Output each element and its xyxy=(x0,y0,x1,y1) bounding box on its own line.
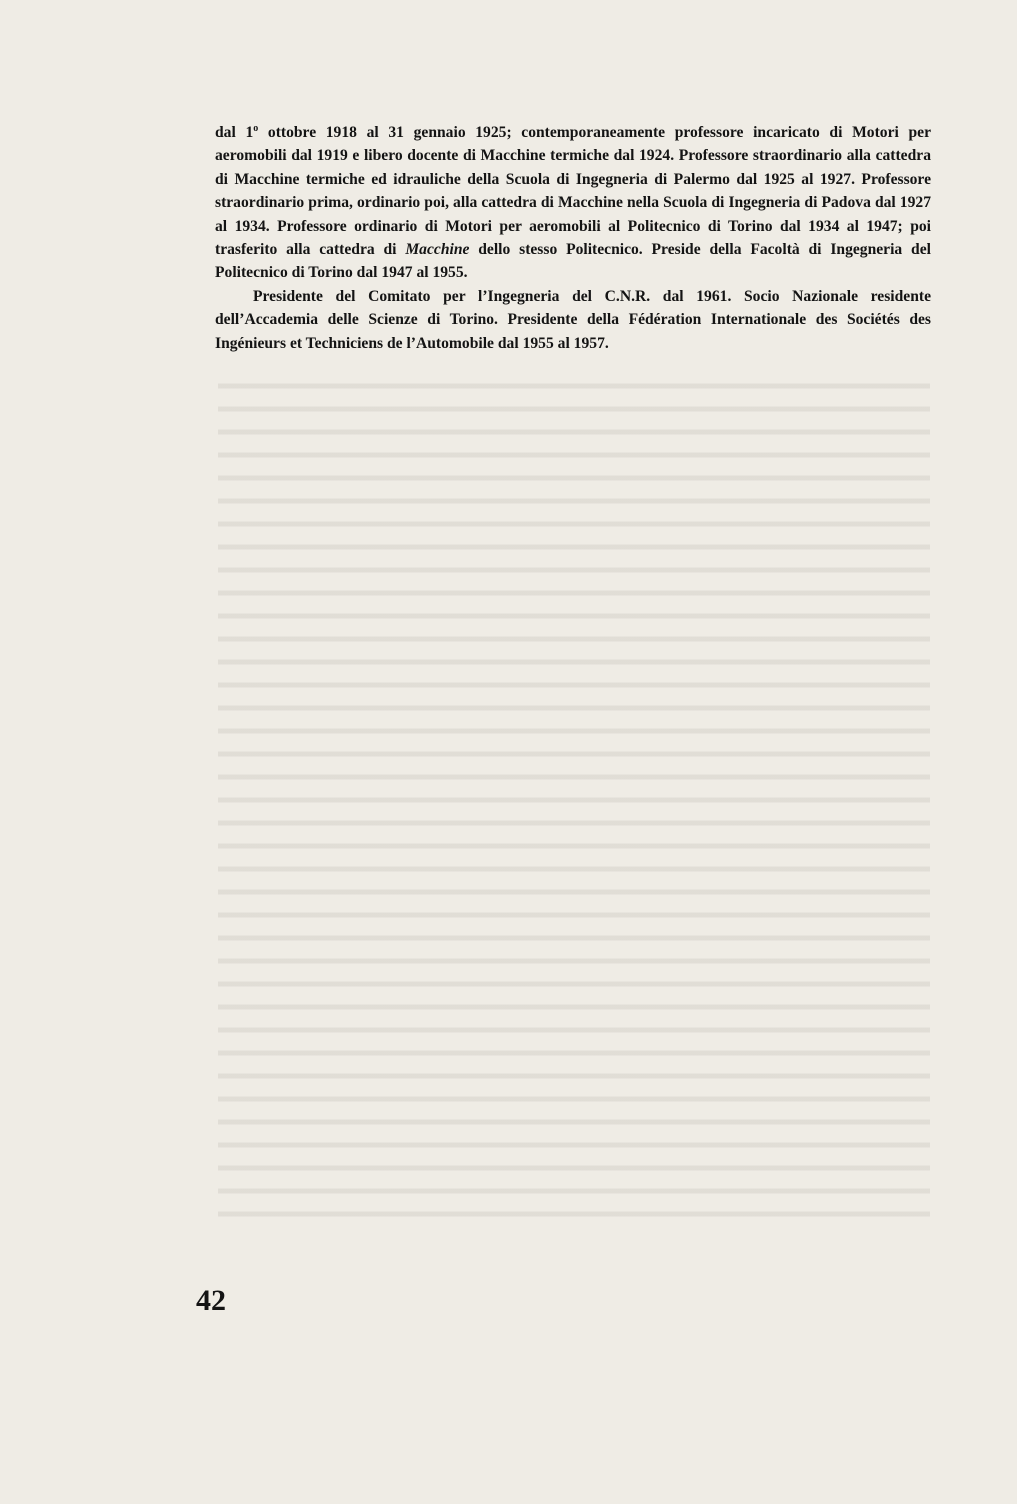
body-text xyxy=(215,121,931,355)
bleed-through-texture xyxy=(218,372,930,1232)
paragraph-career-start: dal 1 xyxy=(215,124,254,141)
paragraph-presidencies: Presidente del Comitato per l’Ingegneria del C.N.R. dal 1961. Socio Nazionale residente dell’Accademia delle Scienze di Torino. Presidente della Fédération Internationale des Sociétés des Ingénieurs et Techniciens de l’Automobile dal 1955 al 1957. xyxy=(215,287,931,352)
ordinal-superscript: o xyxy=(253,122,259,134)
italic-term: Macchine xyxy=(405,241,470,259)
paragraph-career-middle: ottobre 1918 al 31 gennaio 1925; contemporaneamente professore incaricato di Motori per aeromobili dal 1919 e libero docente di Macchine termiche dal 1924. Professore straordinario alla cattedra di Macchine termiche ed idrauliche della Scuola di Ingegneria di Palermo dal 1925 al 1927. Professore straordinario prima, ordinario poi, alla cattedra di Macchine nella Scuola di Ingegneria di Padova dal 1927 al 1934. Professore ordinario di Motori per aeromobili al Politecnico di Torino dal 1934 al 1947; poi trasferito alla cattedra di xyxy=(215,124,931,259)
page-number: 42 xyxy=(196,1284,226,1317)
paragraph-career xyxy=(215,121,931,285)
paragraph-career-end: dello stesso Politecnico. Preside della Facoltà di Ingegneria del Politecnico di Torino dal 1947 al 1955. xyxy=(215,241,931,282)
